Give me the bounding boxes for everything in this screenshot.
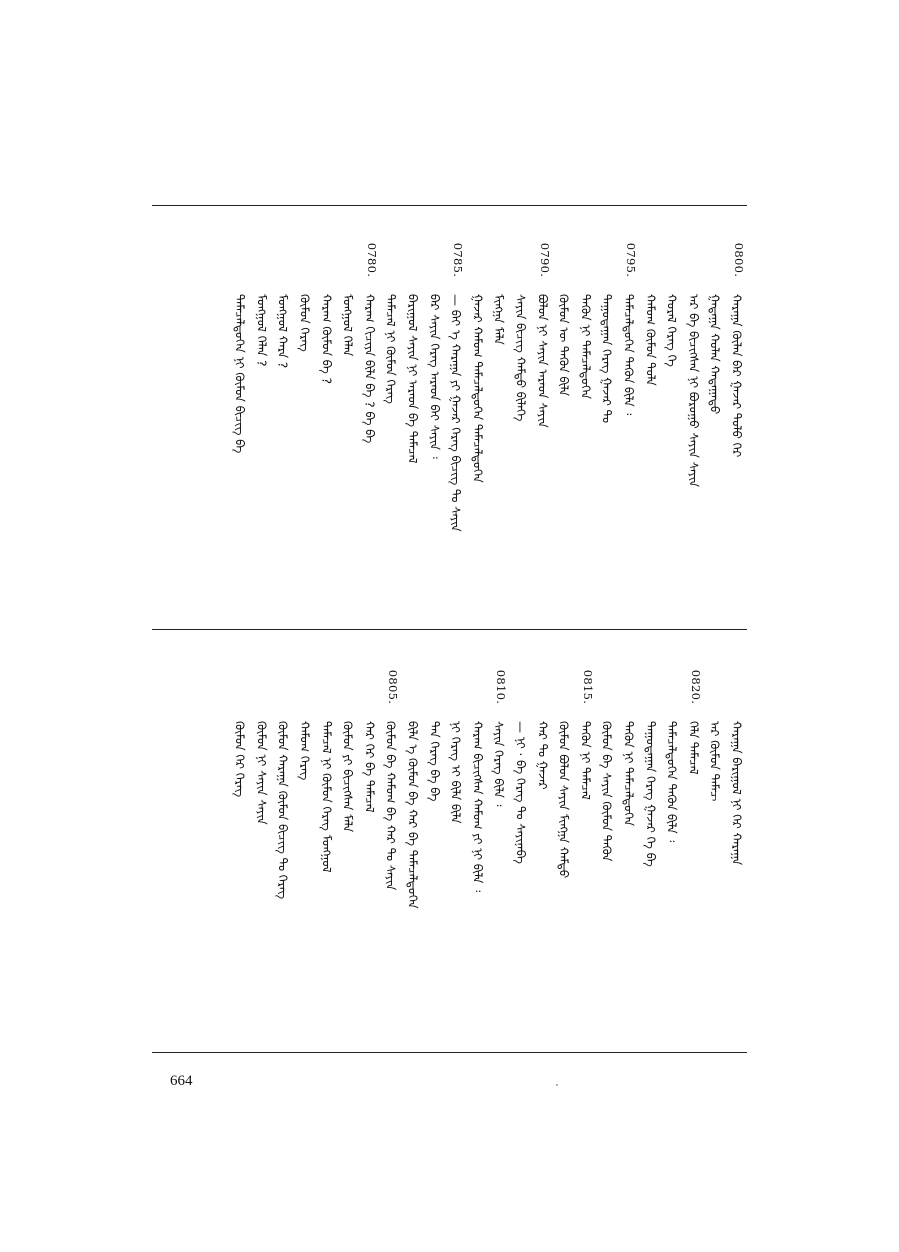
verse-line bbox=[318, 721, 340, 941]
verse-line-text: ᠮᠤᠩᠭᠤᠯ ᠬᠡᠯᠡᠨ ? bbox=[254, 294, 269, 367]
verse-line-text: ᠬᠡᠯᠡ ᠲᠡᠮᠡᠴᠡᠯ bbox=[686, 721, 701, 775]
verse-line bbox=[469, 294, 491, 514]
verse-line bbox=[728, 294, 750, 474]
line-number-label: 0815. bbox=[580, 669, 595, 705]
speck bbox=[556, 1084, 558, 1086]
verse-line bbox=[577, 294, 599, 434]
verse-line-text: ᠲᠡᠭᠦᠨ ᠨᠢ ᠲᠡᠮᠡᠴᠡᠯ bbox=[578, 721, 593, 800]
verse-line bbox=[382, 721, 404, 951]
line-number bbox=[490, 657, 512, 717]
verse-line bbox=[642, 721, 664, 901]
verse-line bbox=[512, 294, 534, 424]
verse-line bbox=[490, 721, 512, 831]
verse-line bbox=[469, 721, 491, 956]
verse-line bbox=[253, 721, 275, 856]
verse-line-text: ᠬᠦᠮᠦᠨ ᠨᠢ ᠰᠠᠶᠢᠨ ᠰᠠᠶᠢᠨ bbox=[254, 721, 269, 825]
verse-line-text: ᠲᠡᠭᠦᠨ ᠨᠢ ᠲᠡᠮᠡᠴᠡᠯᠳᠦᠭᠡᠨ bbox=[578, 294, 593, 399]
verse-line-text: ᠭᠠᠵᠠᠷ ᠬᠠᠮᠤᠭ ᠲᠡᠮᠡᠴᠡᠯᠳᠦᠭᠡᠨ ᠲᠡᠮᠡᠴᠡᠯᠳᠦᠭᠡᠨ bbox=[470, 294, 485, 483]
verse-line-text: ᠲᠡᠮᠡᠴᠡᠯᠳᠦᠭᠡᠨ ᠲᠡᠭᠦᠨ ᠪᠢᠯᠡ ᠄ bbox=[621, 294, 636, 416]
verse-line-text: ᠬᠦᠮᠦᠨ ᠪᠤᠯᠤᠨ ᠰᠠᠶᠢᠨ ᠮᠢᠩᠭᠠ ᠬᠠᠮᠲᠤ bbox=[556, 721, 571, 879]
bottom-verse-block bbox=[152, 657, 747, 1037]
verse-line bbox=[642, 294, 664, 404]
verse-line bbox=[534, 721, 556, 801]
verse-line bbox=[598, 721, 620, 896]
verse-line bbox=[577, 721, 599, 821]
verse-line bbox=[296, 294, 318, 384]
verse-line bbox=[728, 721, 750, 901]
verse-line bbox=[598, 294, 620, 434]
verse-line bbox=[426, 294, 448, 564]
verse-line bbox=[620, 721, 642, 866]
line-number bbox=[685, 657, 707, 717]
verse-line-text: ᠭᠠᠳᠠᠭᠠ ᠬᠤᠯᠠᠨ ᠬᠠᠳᠠᠭᠠᠲᠤ bbox=[707, 294, 722, 415]
line-number-label: 0785. bbox=[451, 242, 466, 278]
verse-line-text: ᠳᠠᠭᠤᠳᠠᠭᠠᠨ ᠬᠡᠷᠡᠭ ᠭᠠᠵᠠᠷ ᠲᠤ bbox=[599, 294, 614, 423]
verse-line-text: ᠬᠠᠷᠠᠭ ᠪᠢᠴᠢᠭᠰᠡᠨ ᠬᠠᠮᠤᠭ ᠶᠢ ᠨᠢ ᠪᠢᠯᠡ ᠄ bbox=[470, 721, 485, 893]
top-verse-block bbox=[152, 230, 747, 610]
verse-line-text: ᠮᠤᠩᠭᠤᠯ ᠬᠡᠯᠡᠨ bbox=[340, 294, 355, 357]
line-number bbox=[382, 657, 404, 717]
line-number bbox=[361, 230, 383, 290]
verse-line-text: ᠬᠦᠮᠦᠨ ᠦ ᠲᠡᠭᠦᠨ ᠪᠢᠯᠡ bbox=[556, 294, 571, 396]
verse-line-text: ᠲᠡᠮᠡᠴᠡᠯᠳᠦᠭᠡᠨ ᠲᠡᠭᠦᠨ ᠪᠢᠯᠡ ᠄ bbox=[664, 721, 679, 843]
verse-line bbox=[685, 721, 707, 786]
verse-line-text: ᠬᠠᠷ ᠬᠡᠷ ᠪᠠ ᠲᠡᠮᠡᠴᠡᠯ bbox=[362, 721, 377, 813]
verse-line bbox=[253, 294, 275, 376]
verse-line-text: ᠲᠡᠮᠡᠴᠡᠯᠳᠦᠭᠡᠨ ᠨᠢ ᠬᠦᠮᠦᠨ ᠪᠢᠴᠢᠭ ᠪᠠ bbox=[232, 294, 247, 454]
verse-line bbox=[339, 721, 361, 881]
top-rule bbox=[152, 205, 747, 206]
line-number-label: 0805. bbox=[386, 669, 401, 705]
verse-line-text: ᠬᠦᠮᠦᠨ ᠪᠠ ᠰᠠᠶᠢᠨ ᠬᠦᠮᠦᠨ ᠲᠡᠭᠦᠨ bbox=[599, 721, 614, 862]
verse-line bbox=[231, 721, 253, 806]
verse-line bbox=[231, 294, 253, 484]
verse-line bbox=[512, 721, 534, 891]
line-number-label: 0790. bbox=[537, 242, 552, 278]
verse-line-text: ᠬᠦᠮᠦᠨ ᠬᠠᠷᠠᠭᠠ ᠬᠦᠮᠦᠨ ᠪᠢᠴᠢᠭ ᠲᠤ ᠬᠡᠷᠡᠭ bbox=[275, 721, 290, 900]
verse-line bbox=[361, 294, 383, 454]
verse-line-text: ᠬᠠᠷᠠᠭ ᠬᠢᠴᠢᠶᠡ ᠪᠢᠯᠡ ᠪᠠ ? ᠪᠠ ᠪᠠ bbox=[362, 294, 377, 444]
line-number bbox=[534, 230, 556, 290]
verse-line-text: ᠰᠠᠶᠢᠨ ᠪᠢᠴᠢᠭ ᠬᠠᠮᠲᠤ ᠪᠢᠯᠡᠭᠡ bbox=[513, 294, 528, 422]
verse-line bbox=[296, 721, 318, 786]
line-number bbox=[577, 657, 599, 717]
verse-line-text: ᠬᠠᠮᠤᠭ ᠬᠡᠷᠡᠭ bbox=[297, 721, 312, 781]
verse-line bbox=[534, 294, 556, 444]
verse-line-text: ᠰᠠᠶᠢᠨ ᠬᠡᠷᠡᠭ ᠪᠢᠯᠡ ᠄ bbox=[491, 721, 506, 807]
verse-line-text: ᠪᠠᠷᠢᠭᠤᠯ ᠰᠠᠶᠢᠨ ᠨᠢ ᠠᠷᠠᠳ ᠪᠠ ᠲᠡᠮᠡᠴᠡᠯ bbox=[405, 294, 420, 464]
verse-line bbox=[663, 721, 685, 891]
line-number-label: 0800. bbox=[732, 242, 746, 278]
verse-line bbox=[274, 721, 296, 946]
verse-line-text: ᠲᠡᠭᠦᠨ ᠨᠢ ᠲᠡᠮᠡᠴᠡᠯᠳᠦᠭᠡᠨ bbox=[621, 721, 636, 826]
verse-line-text: ᠪᠠᠷ ᠰᠠᠶᠢᠨ ᠬᠡᠷᠡᠭ ᠠᠷᠠᠳ ᠪᠠᠢ ᠰᠠᠶᠢᠨ ᠄ bbox=[427, 294, 442, 459]
verse-line-text: ᠲᠡᠮᠡᠴᠡᠯ ᠨᠢ ᠬᠦᠮᠦᠨ ᠬᠡᠷᠡᠭ ᠮᠤᠩᠭᠤᠯ bbox=[319, 721, 334, 873]
verse-line bbox=[555, 294, 577, 404]
line-number bbox=[447, 230, 469, 290]
verse-line-text: ᠳᠠᠭᠤᠳᠠᠭᠠᠨ ᠬᠡᠷᠡᠭ ᠭᠠᠵᠠᠷ ᠬᠡ ᠪᠠ bbox=[643, 721, 658, 867]
verse-line bbox=[685, 294, 707, 504]
verse-line-text: ᠪᠤᠯᠤᠨ ᠨᠢ ᠰᠠᠶᠢᠨ ᠠᠷᠠᠳ ᠰᠠᠶᠢᠨ bbox=[535, 294, 550, 428]
verse-line-text: ᠲᠠᠨ ᠬᠡᠷᠡᠭ ᠪᠠ ᠪᠠ bbox=[427, 721, 442, 802]
verse-line-text: ᠠᠷ ᠪᠠ ᠪᠢᠴᠢᠭᠰᠡᠨ ᠨᠢ ᠪᠤᠷᠤᠭᠤ ᠰᠠᠶᠢᠨ ᠰᠠᠶᠢᠨ bbox=[686, 294, 701, 488]
verse-line-text: — ᠪᠠᠢ ᠡ ᠬᠠᠷᠠᠭᠠ ᠶᠢ ᠭᠠᠵᠠᠷ ᠬᠡᠷᠡᠭ ᠪᠢᠴᠢᠭ ᠲᠤ ᠰᠠᠶᠢᠨ bbox=[448, 294, 463, 532]
line-number bbox=[728, 230, 750, 290]
verse-line bbox=[339, 294, 361, 384]
verse-line bbox=[663, 294, 685, 382]
verse-line-text: ᠮᠢᠩᠭᠠ ᠮᠠᠯᠠ bbox=[491, 294, 506, 345]
verse-line-text: ᠬᠦᠮᠦᠨ ᠬᠡᠷᠡᠭ bbox=[297, 294, 312, 352]
verse-line bbox=[426, 721, 448, 826]
verse-line-text: ᠬᠠᠷᠠᠭᠠ ᠪᠠᠷᠢᠭᠤᠯ ᠨᠢ ᠬᠡᠷ ᠬᠠᠷᠠᠭᠠ bbox=[729, 721, 744, 866]
verse-line bbox=[382, 294, 404, 434]
line-number bbox=[620, 230, 642, 290]
verse-line bbox=[620, 294, 642, 464]
verse-line bbox=[404, 721, 426, 971]
verse-line-text: ᠬᠦᠮᠦᠨ ᠪᠠ ᠬᠠᠮᠤᠭ ᠪᠠ ᠬᠠᠷ ᠲᠤ ᠰᠠᠶᠢᠨ bbox=[383, 721, 398, 891]
middle-rule bbox=[152, 629, 747, 630]
bottom-rule bbox=[152, 1052, 747, 1053]
verse-line-text: ᠪᠢᠯᠡ ᠡ ᠬᠦᠮᠦᠨ ᠪᠠ ᠬᠠᠷ ᠪᠠ ᠲᠡᠮᠡᠴᠡᠯᠳᠦᠭᠡᠨ bbox=[405, 721, 420, 909]
verse-line-text: ᠬᠦᠮᠦᠨ ᠬᠡᠷ ᠬᠡᠷᠡᠭ bbox=[232, 721, 247, 798]
verse-line-text: ᠬᠠᠷᠠᠭᠠ ᠬᠥᠯᠡᠨ ᠪᠡᠷ ᠭᠠᠵᠠᠷ ᠲᠤᠯᠤ ᠬᠡᠷ bbox=[729, 294, 744, 458]
line-number-label: 0780. bbox=[364, 242, 379, 278]
verse-line-text: ᠨᠢ ᠬᠡᠷᠡᠭ ᠢ ᠪᠢᠯᠡ ᠪᠢᠯᠡ bbox=[448, 721, 463, 824]
verse-line bbox=[361, 721, 383, 841]
verse-line-text: ᠬᠠᠮᠤᠭ ᠬᠦᠮᠦᠨ ᠲᠤᠯᠠ bbox=[643, 294, 658, 386]
line-number-label: 0810. bbox=[494, 669, 509, 705]
verse-line bbox=[706, 721, 728, 801]
verse-line-text: ᠬᠠᠷ ᠲᠤ ᠭᠠᠵᠠᠷ bbox=[535, 721, 550, 790]
verse-line-text: ᠲᠡᠮᠡᠴᠡᠯ ᠨᠢ ᠬᠦᠮᠦᠨ ᠬᠡᠷᠡᠭ bbox=[383, 294, 398, 404]
verse-line bbox=[318, 294, 340, 414]
verse-line-text: ᠬᠠᠷᠠᠭ ᠬᠦᠮᠦᠨ ᠪᠠ ? bbox=[319, 294, 334, 384]
verse-line-text: ᠠᠷ ᠬᠦᠮᠦᠨ ᠲᠡᠮᠡᠴ bbox=[707, 721, 722, 802]
verse-line bbox=[706, 294, 728, 414]
page-number: 664 bbox=[170, 1073, 193, 1089]
verse-line bbox=[447, 721, 469, 856]
verse-line bbox=[490, 294, 512, 364]
line-number-label: 0795. bbox=[624, 242, 638, 278]
verse-line-text: ᠮᠤᠩᠭᠤᠯ ᠬᠠᠷᠠ ? bbox=[275, 294, 290, 369]
verse-line bbox=[447, 294, 469, 579]
line-number-label: 0820. bbox=[688, 669, 703, 705]
verse-line bbox=[274, 294, 296, 379]
verse-line-text: — ᠨᠢ · ᠪᠠ ᠬᠡᠷᠡᠭ ᠲᠤ ᠰᠠᠶᠢᠨᠡᠪᠡ bbox=[513, 721, 528, 864]
verse-line bbox=[404, 294, 426, 504]
verse-line-text: ᠬᠦᠮᠦᠨ ᠶᠢ ᠪᠢᠴᠢᠭᠰᠡᠨ ᠮᠠᠯᠠ bbox=[340, 721, 355, 833]
verse-line-text: ᠬᠤᠷᠠᠯ ᠬᠡᠷᠡᠭ ᠬᠡ bbox=[664, 294, 679, 367]
verse-line bbox=[555, 721, 577, 931]
